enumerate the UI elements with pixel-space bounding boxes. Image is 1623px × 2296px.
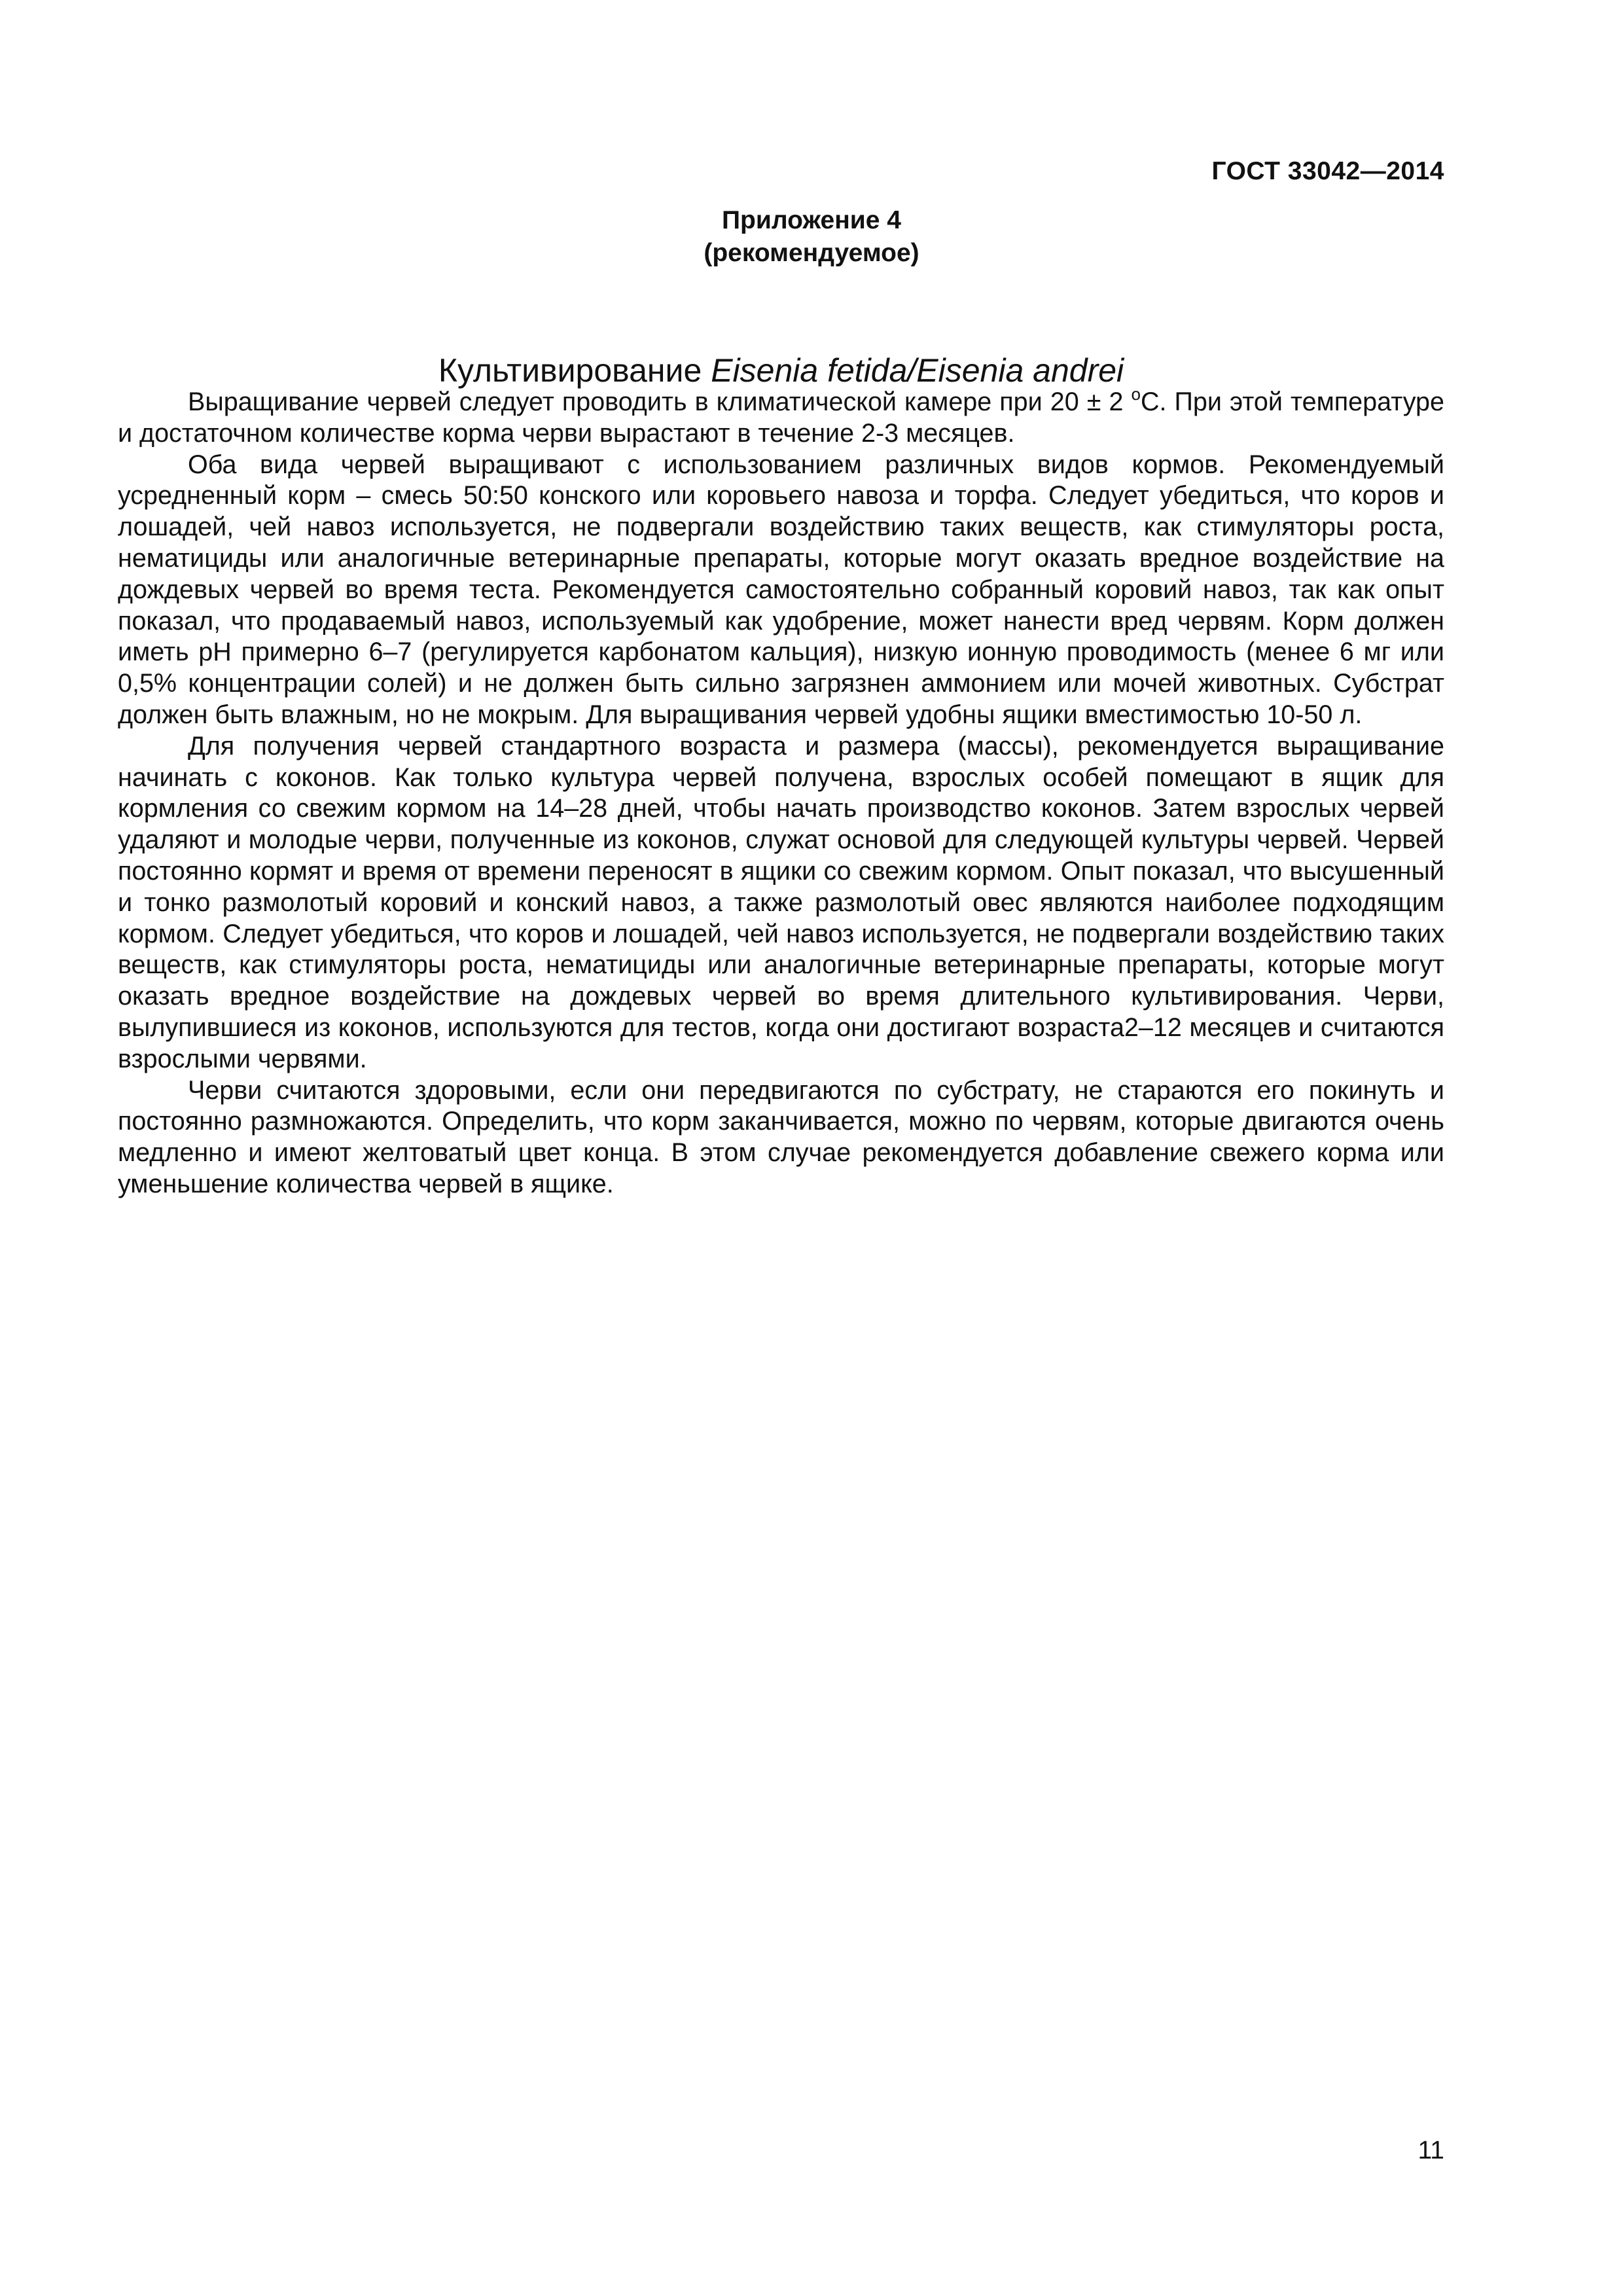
paragraph-health: Черви считаются здоровыми, если они передвигаются по субстрату, не стараются его покинуть и постоянно размножаются. Определить, что корм заканчивается, можно по червям, которые двигаются очень медленно и имеют желтоватый цвет конца. В этом случае рекомендуется добавление свежего корма или уменьшение количества червей в ящике. bbox=[118, 1075, 1444, 1198]
paragraph-temperature bbox=[118, 384, 1444, 450]
body-text bbox=[118, 384, 1444, 1200]
appendix-heading bbox=[0, 204, 1623, 270]
paragraph-cultivation: Для получения червей стандартного возраста и размера (массы), рекомендуется выращивание начинать с коконов. Как только культура червей получена, взрослых особей помещают в ящик для кормления со свежим кормом на 14–28 дней, чтобы начать производство коконов. Затем взрослых червей удаляют и молодые черви, полученные из коконов, служат основой для следующей культуры червей. Червей постоянно кормят и время от времени переносят в ящики со свежим кормом. Опыт показал, что высушенный и тонко размолотый коровий и конский навоз, а также размолотый овес являются наиболее подходящим кормом. Следует убедиться, что коров и лошадей, чей навоз используется, не подвергали воздействию таких веществ, как стимуляторы роста, нематициды или аналогичные ветеринарные препараты, которые могут оказать вредное воздействие на дождевых червей во время длительного культивирования. Черви, вылупившиеся из коконов, используются для тестов, когда они достигают возраста2–12 месяцев и считаются взрослыми червями. bbox=[118, 731, 1444, 1073]
section-title bbox=[118, 350, 1444, 391]
degree-sign: o bbox=[1131, 384, 1141, 404]
paragraph-1-part-1: Выращивание червей следует проводить в климатической камере при 20 ± 2 bbox=[188, 387, 1132, 416]
page-number: 11 bbox=[1418, 2136, 1444, 2164]
appendix-label: Приложение 4 bbox=[722, 206, 901, 234]
appendix-type: (рекомендуемое) bbox=[704, 239, 919, 267]
paragraph-1-part-2: С. При этой температуре и достаточном количестве корма черви вырастают в течение 2-3 месяцев. bbox=[118, 387, 1444, 448]
title-species: Eisenia fetida/Eisenia andrei bbox=[711, 351, 1124, 389]
paragraph-feed: Оба вида червей выращивают с использованием различных видов кормов. Рекомендуемый усредненный корм – смесь 50:50 конского или коровьего навоза и торфа. Следует убедиться, что коров и лошадей, чей навоз используется, не подвергали воздействию таких веществ, как стимуляторы роста, нематициды или аналогичные ветеринарные препараты, которые могут оказать вредное воздействие на дождевых червей во время теста. Рекомендуется самостоятельно собранный коровий навоз, так как опыт показал, что продаваемый навоз, используемый как удобрение, может нанести вред червям. Корм должен иметь pH примерно 6–7 (регулируется карбонатом кальция), низкую ионную проводимость (менее 6 мг или 0,5% концентрации солей) и не должен быть сильно загрязнен аммонием или мочей животных. Субстрат должен быть влажным, но не мокрым. Для выращивания червей удобны ящики вместимостью 10-50 л. bbox=[118, 450, 1444, 729]
standard-number: ГОСТ 33042—2014 bbox=[1211, 157, 1444, 185]
title-prefix: Культивирование bbox=[438, 351, 711, 389]
